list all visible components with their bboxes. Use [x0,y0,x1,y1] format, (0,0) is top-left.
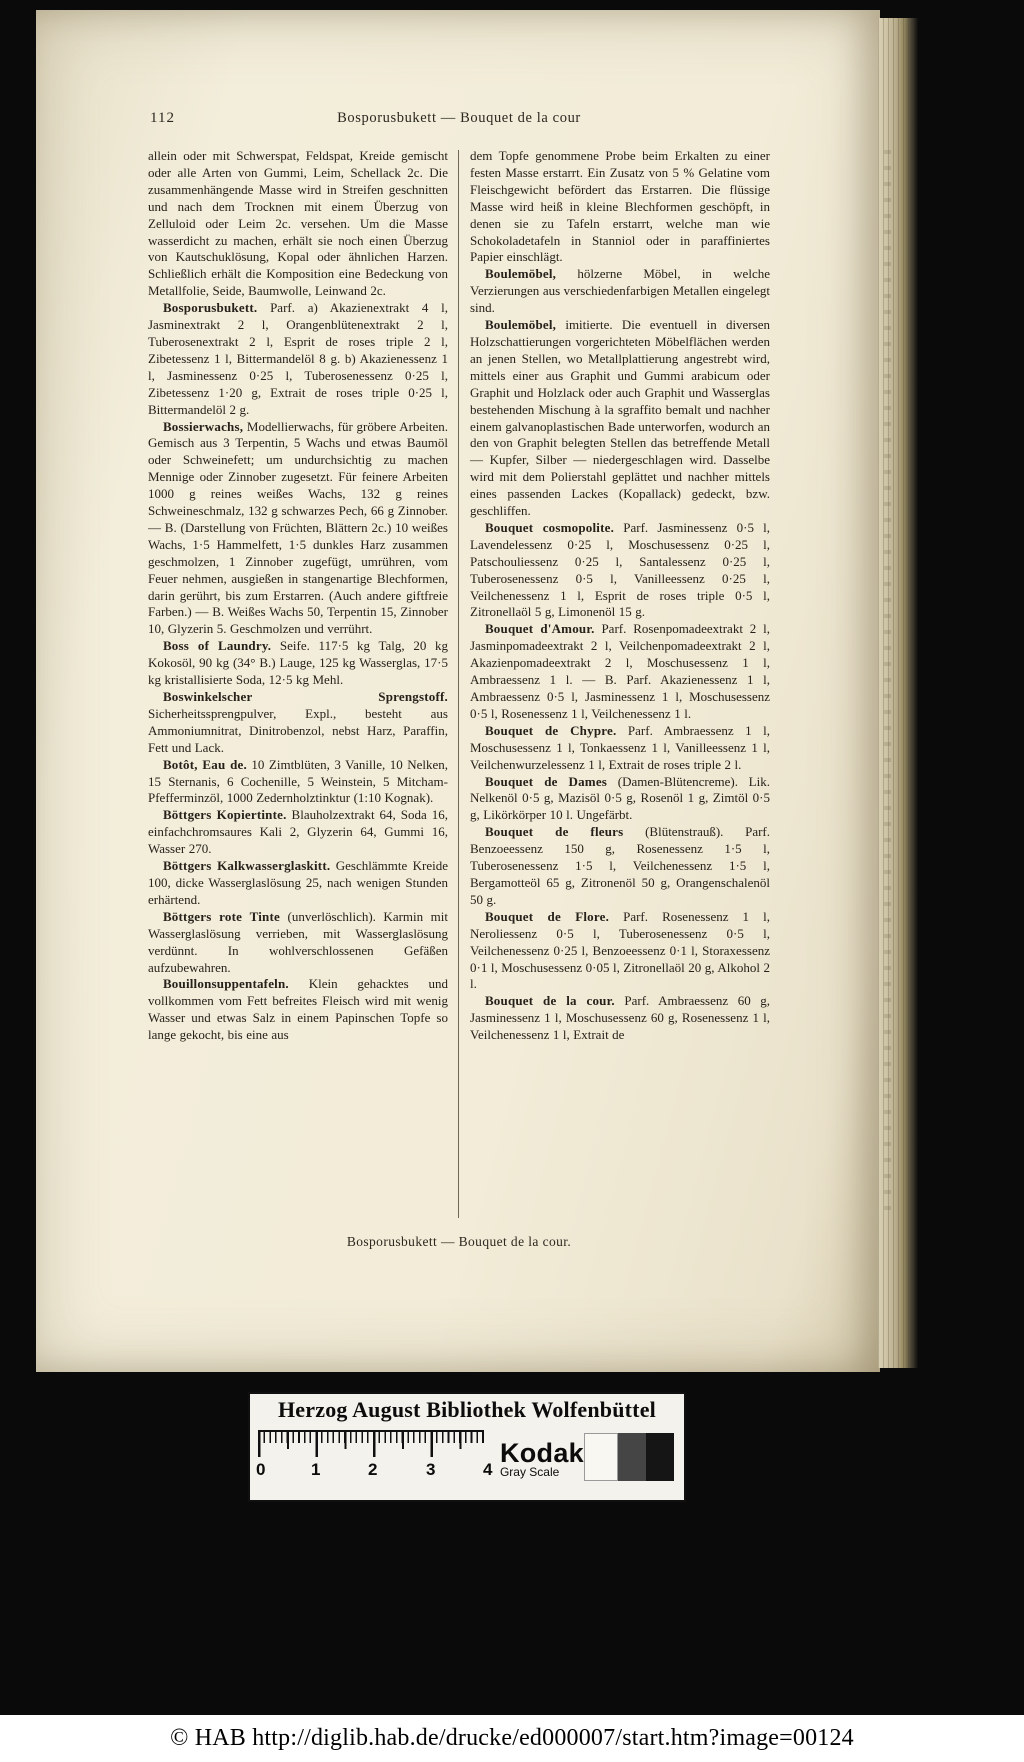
ruler-number: 4 [483,1460,493,1479]
left-column [148,148,448,1220]
entry-paragraph [148,807,448,858]
entry-paragraph [470,774,770,825]
catchword-line: Bosporusbukett — Bouquet de la cour. [346,1234,572,1249]
entry-paragraph [470,520,770,621]
entry-headword: Bouquet cosmopolite. [484,519,615,535]
entry-text: Parf. Jasminessenz 0·5 l, Lavendelessenz 0·25 l, Moschusessenz 0·25 l, Patschouliessenz 0·25 l, Santalessenz 0·25 l, Tuberosenessenz 0·5 l, Vanilleessenz 0·25 l, Veilchenessenz 1 l, Esprit de roses triple 0·5 l, Zitronellaöl 5 g, Limonenöl 15 g. [470,519,770,620]
entry-paragraph [148,638,448,689]
next-page-bleed [884,150,891,1210]
entry-headword: Bosporusbukett. [162,300,258,316]
entry-headword: Böttgers rote Tinte [162,908,280,924]
ruler-number: 2 [368,1460,378,1479]
gray-patch [584,1433,618,1481]
gray-scale-label: Gray Scale [499,1465,560,1479]
text-columns [148,148,770,1220]
entry-headword: Bouillonsuppentafeln. [162,976,289,992]
entry-text: imitierte. Die eventuell in diversen Holzschattierungen vorgerichteten Möbelflächen werden an jenen Stellen, wo Metallplattierung angestrebt wird, mittels einer aus Graphit und Gummi arabicum oder Graphit und Holzlack oder auch Graphit und Wasserglas bestehenden Mischung à la sgraffito bemalt und nachher einem galvanoplastischen Bade unterworfen, wodurch an den von Graphit belegten Stellen das betreffende Metall — Kupfer, Silber — niedergeschlagen wird. Dasselbe wird mit dem Polierstahl geplättet und nachher mittels eines passenden Lackes (Kopallack) gedeckt, bzw. geschliffen. [470,317,770,519]
gray-patch [646,1433,674,1481]
entry-text: Modellierwachs, für gröbere Arbeiten. Gemisch aus 3 Terpentin, 5 Wachs und etwas Baumöl oder Schweinefett; um undurchsichtig zu machen Mennige oder Zinnober zugesetzt. Für feinere Arbeiten 1000 g reines weißes Wachs, 132 g reines Schweineschmalz, 132 g schwarzes Pech, 66 g Zinnober. — B. (Darstellung von Früchten, Blättern 2c.) 10 weißes Wachs, 1·5 Hammelfett, 1·5 dunkles Harz zusammen geschmolzen, 1 Zinnober zugefügt, umrühren, vom Feuer nehmen, ausgießen in stangenartige Blechformen, darin gerührt, bis zum Erstarren. (Auch andere giftfreie Farben.) — B. Weißes Wachs 50, Terpentin 15, Zinnober 10, Glyzerin 5. Geschmolzen und verrührt. [148,418,448,637]
entry-headword: Boss of Laundry. [162,638,272,654]
ruler-number: 0 [256,1460,266,1479]
entry-headword: Bouquet de Dames [484,773,608,789]
entry-text: Parf. a) Akazienextrakt 4 l, Jasminextrakt 2 l, Orangenblütenextrakt 2 l, Tuberosenextrakt 2 l, Esprit de roses triple 2 l, Zibetessenz 1 l, Bittermandelöl 8 g. b) Akazienessenz 1 l, Jasminessenz 0·25 l, Tuberosenessenz 0·25 l, Zibetessenz 1·20 g, Extrait de roses triple 0·25 l, Bittermandelöl 2 g. [148,300,448,417]
credit-text: © HAB http://diglib.hab.de/drucke/ed000007/start.htm?image=00124 [170,1725,854,1751]
entry-paragraph [470,993,770,1044]
entry-paragraph [148,148,448,300]
entry-text: Parf. Rosenpomadeextrakt 2 l, Jasminpomadeextrakt 2 l, Veilchenpomadeextrakt 2 l, Akazienpomadeextrakt 2 l, Moschusessenz 1 l, Ambraessenz 1 l. — B. Parf. Akazienessenz 1 l, Ambraessenz 0·5 l, Jasminessenz 1 l, Moschusessenz 0·5 l, Rosenessenz 1 l, Veilchenessenz 1 l. [470,621,770,721]
kodak-bar-lower [250,1423,684,1489]
entry-text: Geschlämmte Kreide 100, dicke Wasserglaslösung 25, nach wenigen Stunden erhärtend. [148,858,448,907]
entry-text: dem Topfe genommene Probe beim Erkalten zu einer festen Masse erstarrt. Ein Zusatz von 5 % Gelatine vom Fleischgewicht befördert das Erstarren. Die flüssige Masse wird heiß in kleine Blechformen geschöpft, in denen sie zu Tafeln erstarrt, welche man wie Schokoladetafeln in Stanniol oder in paraffiniertes Papier einschlägt. [470,148,770,265]
entry-headword: Boulemöbel, [484,317,557,333]
entry-text: hölzerne Möbel, in welche Verzierungen aus verschiedenfarbigen Metallen eingelegt sind. [470,266,770,316]
ruler-number: 1 [311,1460,321,1479]
entry-headword: Böttgers Kopiertinte. [162,807,287,823]
entry-text: (Blütenstrauß). Parf. Benzoeessenz 150 g, Rosenessenz 1·5 l, Tuberosenessenz 1·5 l, Veilchenessenz 1·5 l, Bergamotteöl 65 g, Zitronenöl 50 g, Orangenschalenöl 50 g. [470,824,770,907]
credit-strip [0,1715,1024,1762]
library-name: Herzog August Bibliothek Wolfenbüttel [278,1397,656,1422]
running-title: Bosporusbukett — Bouquet de la cour [337,110,581,126]
entry-paragraph [148,757,448,808]
entry-text: Sicherheitssprengpulver, Expl., besteht aus Ammoniumnitrat, Dinitrobenzol, nebst Harz, Paraffin, Fett und Lack. [148,705,448,755]
entry-text: (unverlöschlich). Karmin mit Wasserglaslösung verrieben, mit Wasserglaslösung verdünnt. In wohlverschlossenen Gefäßen aufzubewahren. [148,908,448,975]
entry-paragraph [470,148,770,266]
kodak-logo: Kodak [499,1438,584,1468]
entry-text: Blauholzextrakt 64, Soda 16, einfachchromsaures Kali 2, Glyzerin 64, Gummi 16, Wasser 270. [148,807,449,857]
entry-paragraph [470,621,770,722]
entry-paragraph [148,419,448,639]
entry-headword: Bouquet de fleurs [484,824,624,840]
entry-headword: Bouquet de Chypre. [484,722,617,738]
page-number: 112 [150,110,175,126]
entry-headword: Boulemöbel, [484,266,557,282]
entry-paragraph [470,723,770,774]
entry-headword: Böttgers Kalkwasserglaskitt. [162,858,331,874]
entry-text: (Damen-Blütencreme). Lik. Nelkenöl 0·5 g, Mazisöl 0·5 g, Rosenöl 1 g, Zimtöl 0·5 g, Likörkörper 10 l. Ungefärbt. [470,773,770,823]
entry-text: Seife. 117·5 kg Talg, 20 kg Kokosöl, 90 kg (34° B.) Lauge, 125 kg Wasserglas, 17·5 kg kristallisierte Soda, 12·5 kg Mehl. [148,638,448,688]
entry-paragraph [148,858,448,909]
entry-text: Klein gehacktes und vollkommen vom Fett befreites Fleisch wird mit wenig Wasser und etwas Salz in einem Papinschen Topfe so lange gekocht, bis eine aus [148,976,448,1043]
entry-paragraph [470,909,770,994]
column-divider [458,150,459,1218]
kodak-gray-scale-bar [248,1392,686,1502]
entry-headword: Bouquet de la cour. [484,993,615,1009]
gray-patch [618,1433,646,1481]
entry-text: allein oder mit Schwerspat, Feldspat, Kreide gemischt oder alle Arten von Gummi, Leim, Schellack 2c. Die zusammenhängende Masse wird in Streifen geschnitten und nach dem Trocknen mit einem Überzug von Zelluloid oder Leim 2c. versehen. Um die Masse wasserdicht zu machen, erhält sie noch einen Überzug von Kautschuklösung, Kopal oder ähnlichen Harzen. Schließlich erhält die Komposition eine Bedeckung von Metallfolie, Seide, Baumwolle, Leinwand 2c. [148,148,448,299]
entry-headword: Bouquet d'Amour. [484,621,595,637]
entry-text: Parf. Ambraessenz 60 g, Jasminessenz 1 l, Moschusessenz 60 g, Rosenessenz 1 l, Veilchenessenz 1 l, Extrait de [470,993,770,1043]
entry-headword: Bouquet de Flore. [484,908,610,924]
ruler-numbers [256,1459,493,1481]
entry-paragraph [148,689,448,757]
kodak-brand-block [500,1440,584,1479]
entry-headword: Boswinkelscher Sprengstoff. [162,689,448,704]
entry-text: Parf. Rosenessenz 1 l, Neroliessenz 0·5 l, Tuberosenessenz 0·5 l, Veilchenessenz 0·25 l, Benzoeessenz 0·1 l, Storaxessenz 0·1 l, Moschusessenz 0·05 l, Zitronellaöl 20 g, Alkohol 2 l. [470,908,770,992]
right-column [470,148,770,1220]
entry-paragraph [148,909,448,977]
page-content [148,110,770,1250]
entry-paragraph [148,976,448,1044]
entry-paragraph [470,266,770,317]
entry-paragraph [470,824,770,909]
entry-text: 10 Zimtblüten, 3 Vanille, 10 Nelken, 15 Sternanis, 6 Cochenille, 5 Weinstein, 5 Mitcham-Pfefferminzöl, 1000 Zedernholztinktur (1:10 Kognak). [148,756,448,806]
gray-scale-patches [584,1433,674,1481]
ruler-major-ticks [258,1432,484,1457]
entry-paragraph [470,317,770,520]
entry-headword: Botôt, Eau de. [162,756,247,772]
centimeter-ruler [256,1430,493,1481]
ruler-number: 3 [426,1460,436,1479]
entry-paragraph [148,300,448,418]
ruler-ticks [258,1430,484,1459]
scanned-book-page [36,10,880,1372]
page-header [148,110,770,132]
entry-text: Parf. Ambraessenz 1 l, Moschusessenz 1 l, Tonkaessenz 1 l, Vanilleessenz 1 l, Veilchenwurzelessenz 1 l, Extrait de roses triple 2 l. [470,722,770,772]
entry-headword: Bossierwachs, [162,418,244,434]
